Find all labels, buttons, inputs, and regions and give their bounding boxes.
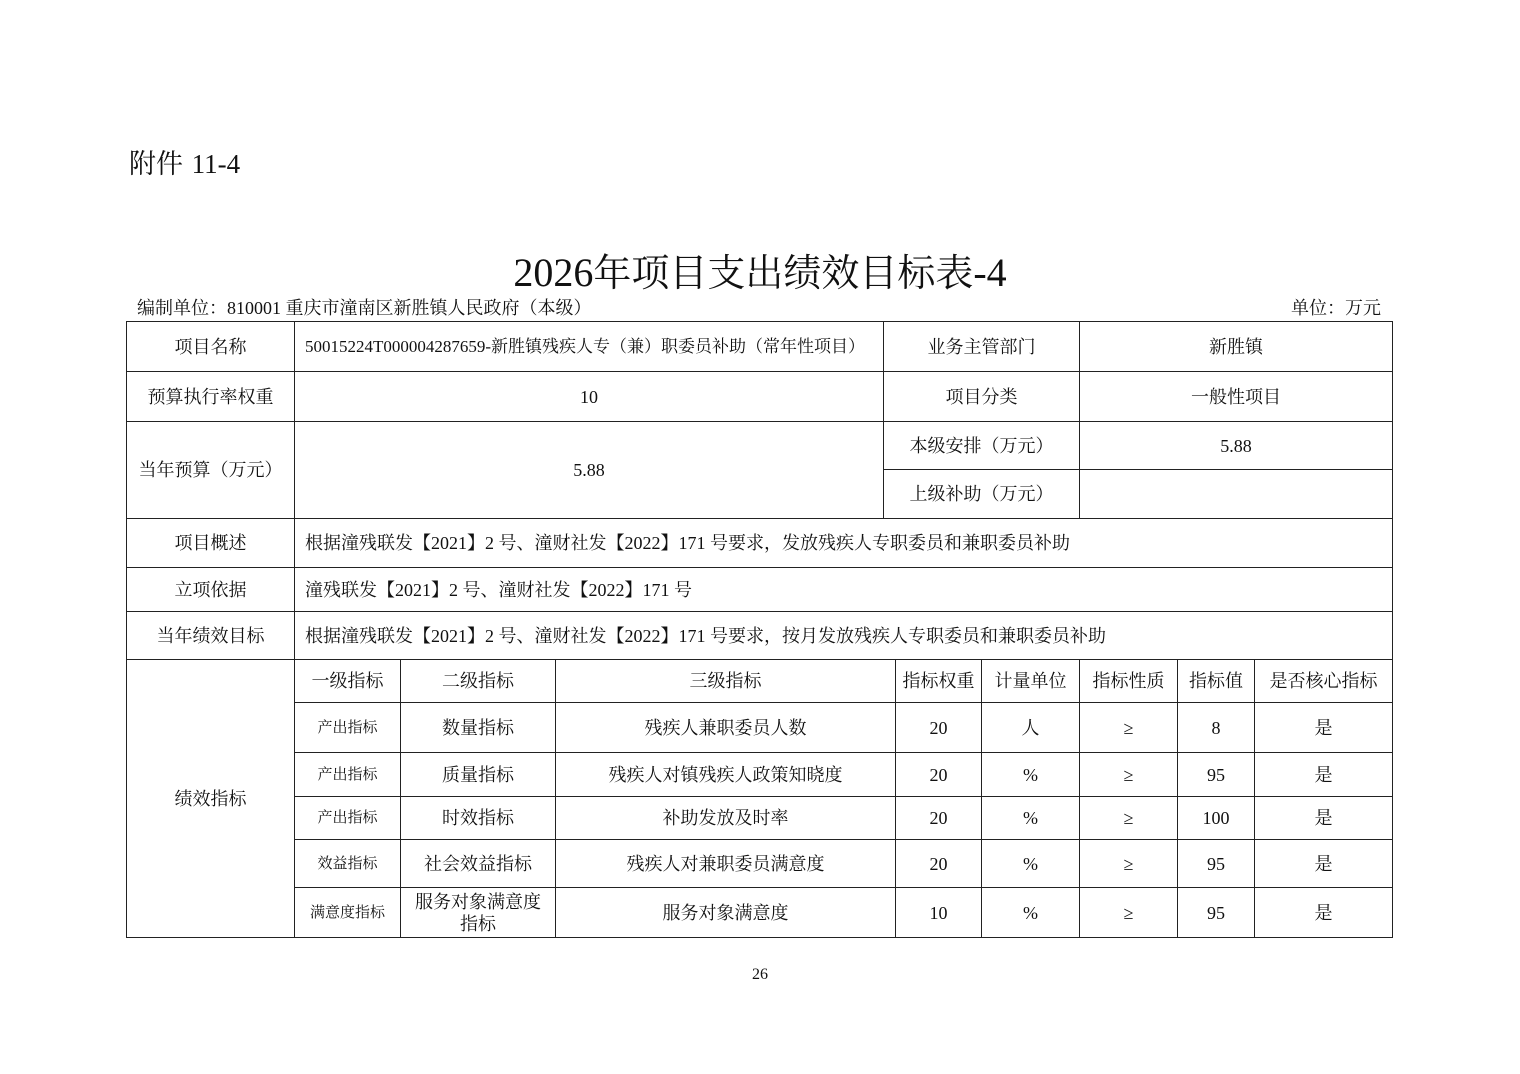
header-weight: 指标权重 (896, 660, 982, 703)
header-level2: 二级指标 (401, 660, 556, 703)
header-unit: 计量单位 (982, 660, 1080, 703)
indicator-level3: 残疾人对镇残疾人政策知晓度 (556, 753, 896, 797)
page-number: 26 (752, 966, 768, 983)
title-suffix: -4 (973, 250, 1007, 295)
row-basis (127, 568, 1393, 612)
indicator-value: 95 (1178, 840, 1255, 888)
indicator-level3: 残疾人兼职委员人数 (556, 703, 896, 753)
goal-value: 根据潼残联发【2021】2 号、潼财社发【2022】171 号要求，按月发放残疾人专职委员和兼职委员补助 (295, 612, 1393, 660)
indicators-section-label: 绩效指标 (127, 660, 295, 938)
indicator-core: 是 (1255, 888, 1393, 938)
indicator-value: 95 (1178, 753, 1255, 797)
indicator-row (127, 797, 1393, 840)
indicator-unit: % (982, 888, 1080, 938)
attachment-number: 11-4 (191, 149, 241, 179)
indicator-level2: 质量指标 (401, 753, 556, 797)
budget-value: 5.88 (295, 422, 884, 519)
indicator-level2: 时效指标 (401, 797, 556, 840)
indicator-level2: 数量指标 (401, 703, 556, 753)
indicator-row (127, 840, 1393, 888)
indicator-weight: 20 (896, 797, 982, 840)
category-label: 项目分类 (884, 372, 1080, 422)
project-name-label: 项目名称 (127, 322, 295, 372)
header-core: 是否核心指标 (1255, 660, 1393, 703)
indicator-level3: 残疾人对兼职委员满意度 (556, 840, 896, 888)
indicator-nature: ≥ (1080, 888, 1178, 938)
project-name-value: 50015224T000004287659-新胜镇残疾人专（兼）职委员补助（常年性项目） (295, 322, 884, 372)
budget-label: 当年预算（万元） (127, 422, 295, 519)
indicator-value: 95 (1178, 888, 1255, 938)
indicator-core: 是 (1255, 797, 1393, 840)
header-level1: 一级指标 (295, 660, 401, 703)
row-goal (127, 612, 1393, 660)
indicator-unit: 人 (982, 703, 1080, 753)
indicator-weight: 10 (896, 888, 982, 938)
weight-label: 预算执行率权重 (127, 372, 295, 422)
title-year: 2026 (513, 250, 594, 295)
basis-value: 潼残联发【2021】2 号、潼财社发【2022】171 号 (295, 568, 1393, 612)
header-nature: 指标性质 (1080, 660, 1178, 703)
attachment-prefix: 附件 (129, 149, 183, 180)
indicator-core: 是 (1255, 840, 1393, 888)
indicator-nature: ≥ (1080, 797, 1178, 840)
indicator-level1: 产出指标 (295, 797, 401, 840)
weight-value: 10 (295, 372, 884, 422)
title-text: 年项目支出绩效目标表 (593, 251, 974, 295)
indicator-core: 是 (1255, 703, 1393, 753)
currency-unit: 单位：万元 (1291, 298, 1381, 318)
basis-label: 立项依据 (127, 568, 295, 612)
indicator-level2: 社会效益指标 (401, 840, 556, 888)
indicator-nature: ≥ (1080, 703, 1178, 753)
indicator-level3: 补助发放及时率 (556, 797, 896, 840)
indicator-unit: % (982, 840, 1080, 888)
indicator-level1: 产出指标 (295, 703, 401, 753)
department-value: 新胜镇 (1080, 322, 1393, 372)
indicator-row (127, 703, 1393, 753)
indicator-value: 100 (1178, 797, 1255, 840)
indicator-nature: ≥ (1080, 753, 1178, 797)
row-budget (127, 422, 1393, 470)
local-value: 5.88 (1080, 422, 1393, 470)
overview-value: 根据潼残联发【2021】2 号、潼财社发【2022】171 号要求，发放残疾人专职委员和兼职委员补助 (295, 519, 1393, 568)
page-title (0, 242, 1520, 297)
indicator-weight: 20 (896, 703, 982, 753)
header-value: 指标值 (1178, 660, 1255, 703)
indicator-value: 8 (1178, 703, 1255, 753)
indicator-row (127, 888, 1393, 938)
indicator-nature: ≥ (1080, 840, 1178, 888)
indicator-core: 是 (1255, 753, 1393, 797)
attachment-label (129, 142, 240, 181)
indicator-row (127, 753, 1393, 797)
row-project-name (127, 322, 1393, 372)
indicator-weight: 20 (896, 753, 982, 797)
overview-label: 项目概述 (127, 519, 295, 568)
row-weight (127, 372, 1393, 422)
upper-label: 上级补助（万元） (884, 470, 1080, 519)
compiler-unit: 编制单位：810001 重庆市潼南区新胜镇人民政府（本级） (137, 298, 592, 318)
indicator-level1: 满意度指标 (295, 888, 401, 938)
indicator-level2: 服务对象满意度指标 (401, 888, 556, 938)
header-level3: 三级指标 (556, 660, 896, 703)
category-value: 一般性项目 (1080, 372, 1393, 422)
upper-value (1080, 470, 1393, 519)
department-label: 业务主管部门 (884, 322, 1080, 372)
indicator-weight: 20 (896, 840, 982, 888)
performance-table (126, 321, 1393, 938)
indicator-level3: 服务对象满意度 (556, 888, 896, 938)
indicator-unit: % (982, 797, 1080, 840)
indicator-header-row (127, 660, 1393, 703)
indicator-level1: 产出指标 (295, 753, 401, 797)
goal-label: 当年绩效目标 (127, 612, 295, 660)
indicator-level1: 效益指标 (295, 840, 401, 888)
row-overview (127, 519, 1393, 568)
local-label: 本级安排（万元） (884, 422, 1080, 470)
indicator-unit: % (982, 753, 1080, 797)
